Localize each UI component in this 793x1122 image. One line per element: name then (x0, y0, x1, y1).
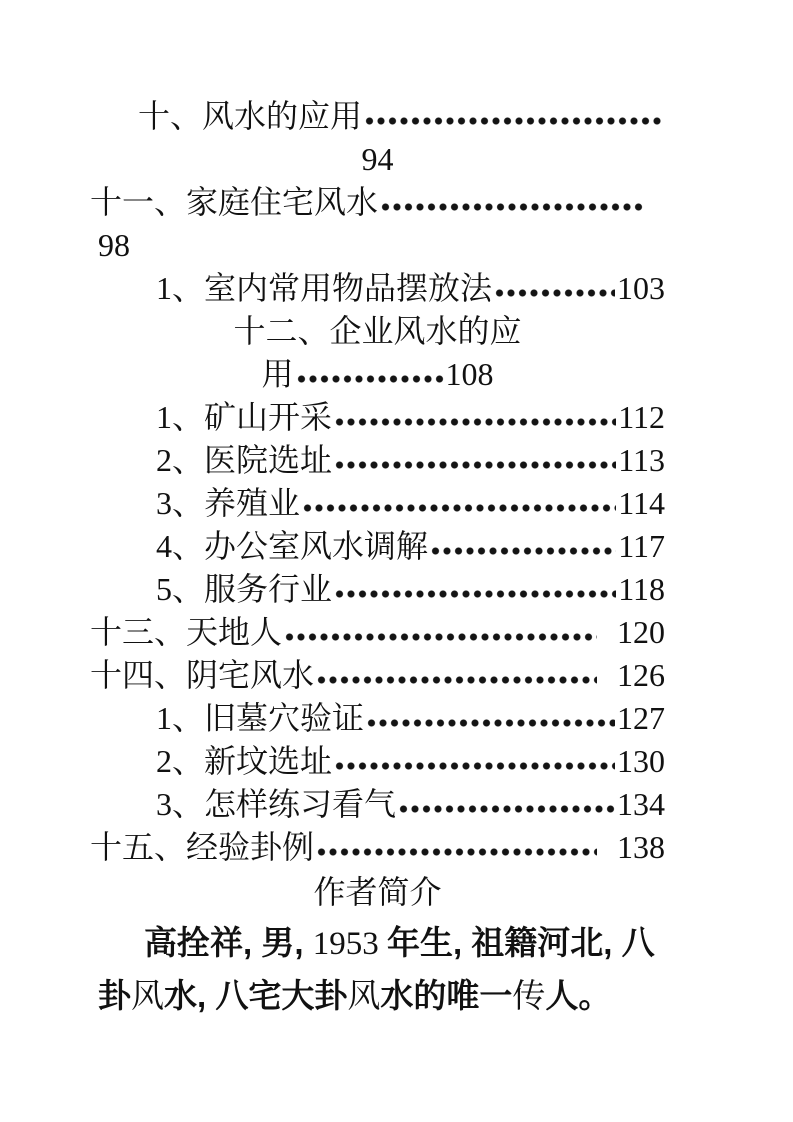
toc-entry (90, 353, 665, 396)
section-heading: 作者简介 (313, 874, 442, 910)
author-text-bold: 高拴祥, 男, (144, 924, 313, 961)
toc-page-number: 118 (618, 571, 665, 607)
toc-entry-label: 十三、天地人 (90, 614, 283, 650)
author-text-regular: 传 (512, 979, 546, 1015)
toc-entry-label: 5、服务行业 (156, 571, 333, 607)
toc-entry-label: 十、风水的应用 (138, 98, 363, 134)
page-content (90, 95, 665, 1023)
toc-entry-label: 1、旧墓穴验证 (156, 700, 365, 736)
table-of-contents (90, 95, 665, 869)
toc-entry (156, 783, 665, 826)
toc-entry-label: 3、养殖业 (156, 485, 301, 521)
toc-page-number: 130 (617, 743, 665, 779)
toc-entry-label: 4、办公室风水调解 (156, 528, 429, 564)
dot-leader (296, 353, 444, 396)
dot-leader (366, 697, 615, 740)
toc-entry-label: 1、室内常用物品摆放法 (156, 270, 493, 306)
toc-wrapped-page-number: 98 (98, 227, 130, 263)
toc-page-number: 103 (617, 270, 665, 306)
dot-leader (398, 783, 615, 826)
toc-entry (156, 482, 665, 525)
dot-leader (302, 482, 616, 525)
toc-page-number: 114 (618, 485, 665, 521)
toc-page-number: 108 (445, 356, 494, 392)
toc-entry (90, 611, 665, 654)
toc-entry (156, 740, 665, 783)
toc-page-number: 134 (617, 786, 665, 822)
toc-entry-label: 2、新坟选址 (156, 743, 333, 779)
toc-page-number: 112 (618, 399, 665, 435)
author-text-regular: 风 (347, 979, 381, 1015)
dot-leader (334, 568, 616, 611)
toc-entry (138, 95, 665, 138)
toc-entry (156, 439, 665, 482)
toc-page-number: 126 (617, 657, 665, 693)
dot-leader (334, 396, 616, 439)
author-paragraph (98, 917, 665, 1023)
toc-page-number (647, 181, 665, 224)
author-text-bold: 年生, 祖籍河北, 八卦 (98, 924, 655, 1014)
author-text-regular: 1953 (312, 926, 387, 962)
toc-entry (156, 267, 665, 310)
dot-leader (380, 181, 645, 224)
toc-page-number: 113 (618, 442, 665, 478)
toc-entry-label: 3、怎样练习看气 (156, 786, 397, 822)
dot-leader (494, 267, 615, 310)
toc-entry-label: 十一、家庭住宅风水 (90, 184, 379, 220)
toc-entry-label: 十四、阴宅风水 (90, 657, 315, 693)
toc-entry (90, 826, 665, 869)
dot-leader (284, 611, 597, 654)
toc-entry (156, 697, 665, 740)
author-text-bold: 水的唯一 (380, 977, 513, 1014)
dot-leader (430, 525, 616, 568)
toc-page-number: 120 (617, 614, 665, 650)
author-text-bold: 人。 (545, 977, 612, 1014)
dot-leader (364, 95, 663, 138)
toc-entry-label: 用 (261, 356, 294, 392)
dot-leader (316, 826, 597, 869)
toc-page-number: 127 (617, 700, 665, 736)
toc-entry (156, 568, 665, 611)
toc-entry (90, 181, 665, 224)
toc-entry (156, 525, 665, 568)
toc-entry-label: 2、医院选址 (156, 442, 333, 478)
toc-entry (90, 654, 665, 697)
toc-page-number: 138 (617, 829, 665, 865)
dot-leader (334, 740, 615, 783)
toc-wrapped-page-number: 94 (361, 141, 394, 177)
author-text-regular: 风 (131, 979, 164, 1015)
toc-entry (156, 396, 665, 439)
toc-page-number: 117 (618, 528, 665, 564)
author-text-bold: 水, 八宅大卦 (164, 977, 348, 1014)
toc-wrapped-page-number: 十二、企业风水的应 (233, 313, 522, 349)
dot-leader (316, 654, 597, 697)
toc-entry-label: 1、矿山开采 (156, 399, 333, 435)
dot-leader (334, 439, 616, 482)
toc-entry-label: 十五、经验卦例 (90, 829, 315, 865)
